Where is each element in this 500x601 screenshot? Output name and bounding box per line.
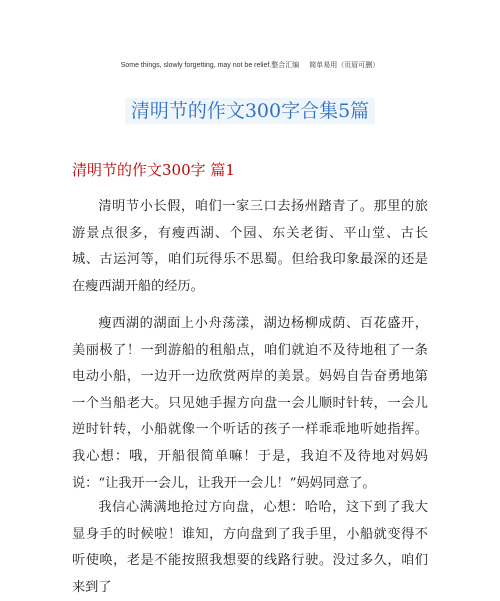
section-heading: 清明节的作文300字 篇1	[72, 161, 235, 179]
header-english-quote: Some things, slowly forgetting, may not be relief.	[120, 62, 272, 69]
page-header	[0, 60, 500, 70]
paragraph-3: 我信心满满地抢过方向盘，心想：哈哈，这下到了我大显身手的时候啦！谁知，方向盘到了我手里，小船就变得不听使唤，老是不能按照我想要的线路行驶。没过多久，咱们来到了	[72, 500, 428, 595]
header-tagline: 简单易用（页眉可删）	[309, 62, 380, 69]
header-compiler: 整合汇编	[271, 62, 300, 69]
document-title	[0, 96, 500, 123]
paragraph-2: 瘦西湖的湖面上小舟荡漾，湖边杨柳成荫、百花盛开，美丽极了！一到游船的租船点，咱们就迫不及待地租了一条电动小船，一边开一边欣赏两岸的美景。妈妈自告奋勇地第一个当船老大。只见她手握方向盘一会儿顺时针转，一会儿逆时针转，小船就像一个听话的孩子一样乖乖地听她指挥。我心想：哦，开船很简单嘛！于是，我迫不及待地对妈妈说：“让我开一会儿，让我开一会儿！”妈妈同意了。	[72, 316, 428, 491]
document-title-text: 清明节的作文300字合集5篇	[125, 98, 375, 124]
paragraph-1: 清明节小长假，咱们一家三口去扬州踏青了。那里的旅游景点很多，有瘦西湖、个园、东关老街、平山堂、古长城、古运河等，咱们玩得乐不思蜀。但给我印象最深的还是在瘦西湖开船的经历。	[72, 199, 428, 294]
